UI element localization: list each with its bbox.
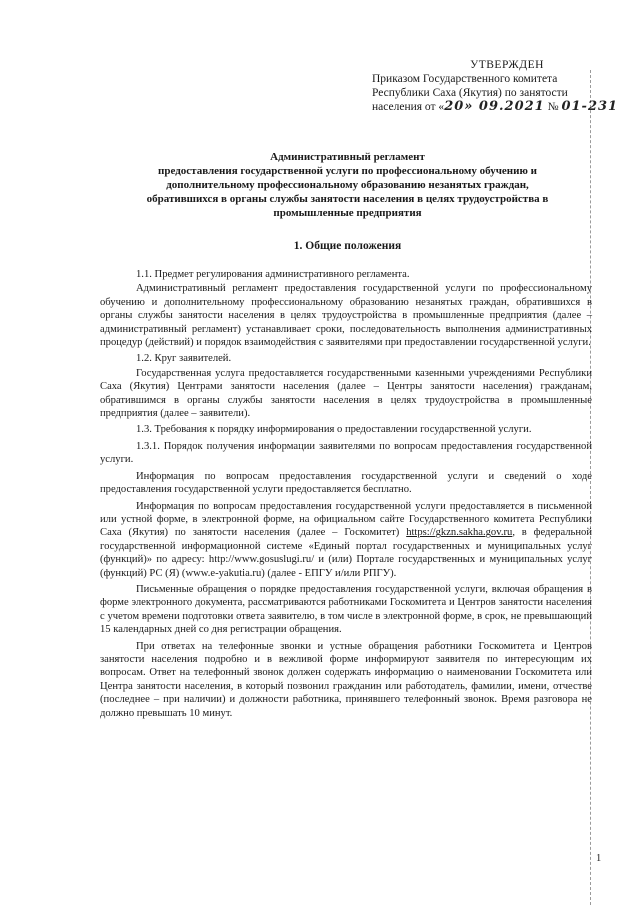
paragraph-info: Информация по вопросам предоставления государственной услуги предоставляется в письменной или устной форме, в электронной форме, на официальном сайте Государственного комитета Республики Саха (Якутия) по занятости населения (далее – Госкомитет) https://gkzn.sakha.gov.ru, в федеральной государственной информационной системе «Единый портал государственных и муниципальных услуг (функций)» по адресу: http://www.gosuslugi.ru/ и (или) Портале государственных и муниципальных услуг (функций) РС (Я) (www.e-yakutia.ru) (далее - ЕПГУ и/или РПГУ). <box>100 500 592 579</box>
handwritten-number: 01-231 <box>561 99 619 114</box>
approval-heading: УТВЕРЖДЕН <box>470 59 544 71</box>
number-sign: № <box>547 101 559 113</box>
approval-stamp-block <box>372 58 619 114</box>
paragraph: Письменные обращения о порядке предоставления государственной услуги, включая обращения в форме электронного документа, рассматриваются работниками Госкомитета и Центров занятости населения с учетом времени подготовки ответа заявителю, в том числе в электронной форме, в срок, не превышающий 15 календарных дней со дня регистрации обращения. <box>100 583 592 636</box>
document-body <box>100 268 592 721</box>
title-line-3: дополнительному профессиональному образованию незанятых граждан, <box>166 179 529 191</box>
paragraph: Информация по вопросам предоставления государственной услуги и сведений о ходе предоставления государственной услуги предоставляется бесплатно. <box>100 470 592 496</box>
title-line-2: предоставления государственной услуги по профессиональному обучению и <box>158 165 537 177</box>
paragraph: Государственная услуга предоставляется государственными казенными учреждениями Республики Саха (Якутия) Центрами занятости населения (далее – Центры занятости населения) гражданам, обратившимся в органы службы занятости населения в целях трудоустройства в промышленные предприятия (далее – заявители). <box>100 367 592 420</box>
document-title <box>100 150 595 220</box>
paragraph: 1.3.1. Порядок получения информации заявителями по вопросам предоставления государственной услуги. <box>100 440 592 466</box>
gkzn-website-link[interactable]: https://gkzn.sakha.gov.ru <box>406 527 513 539</box>
paragraph: При ответах на телефонные звонки и устные обращения работники Госкомитета и Центров занятости населения подробно и в вежливой форме информируют заявителя по интересующим их вопросам. Ответ на телефонный звонок должен содержать информацию о наименовании Госкомитета или Центра занятости населения, в который позвонил гражданин или работодатель, фамилии, имени, отчестве (последнее – при наличии) и должности работника, принявшего телефонный звонок. Время разговора не должно превышать 10 минут. <box>100 640 592 719</box>
paragraph: 1.1. Предмет регулирования административного регламента. <box>136 269 410 280</box>
handwritten-date: 20» 09.2021 <box>444 99 545 114</box>
title-line-5: промышленные предприятия <box>273 207 422 219</box>
section-heading: 1. Общие положения <box>293 240 402 252</box>
page-number: 1 <box>596 853 602 864</box>
title-line-1: Административный регламент <box>270 151 425 163</box>
approval-line-3 <box>372 99 619 114</box>
approval-line-2: Республики Саха (Якутия) по занятости <box>372 87 568 99</box>
paragraph: 1.2. Круг заявителей. <box>136 353 232 365</box>
approval-date-prefix: населения от « <box>372 101 445 113</box>
title-line-4: обратившихся в органы службы занятости населения в целях трудоустройства в <box>146 193 549 205</box>
paragraph: 1.3. Требования к порядку информирования о предоставлении государственной услуги. <box>136 424 532 436</box>
paragraph: Административный регламент предоставления государственной услуги по профессиональному обучению и дополнительному профессиональному образованию незанятых граждан, обратившихся в органы службы занятости населения в целях трудоустройства в промышленные предприятия (далее – административный регламент) устанавливает сроки, последовательность выполнения административных процедур (действий) и порядок взаимодействия с заявителями при предоставлении государственной услуги. <box>100 283 592 349</box>
approval-line-1: Приказом Государственного комитета <box>372 73 558 85</box>
